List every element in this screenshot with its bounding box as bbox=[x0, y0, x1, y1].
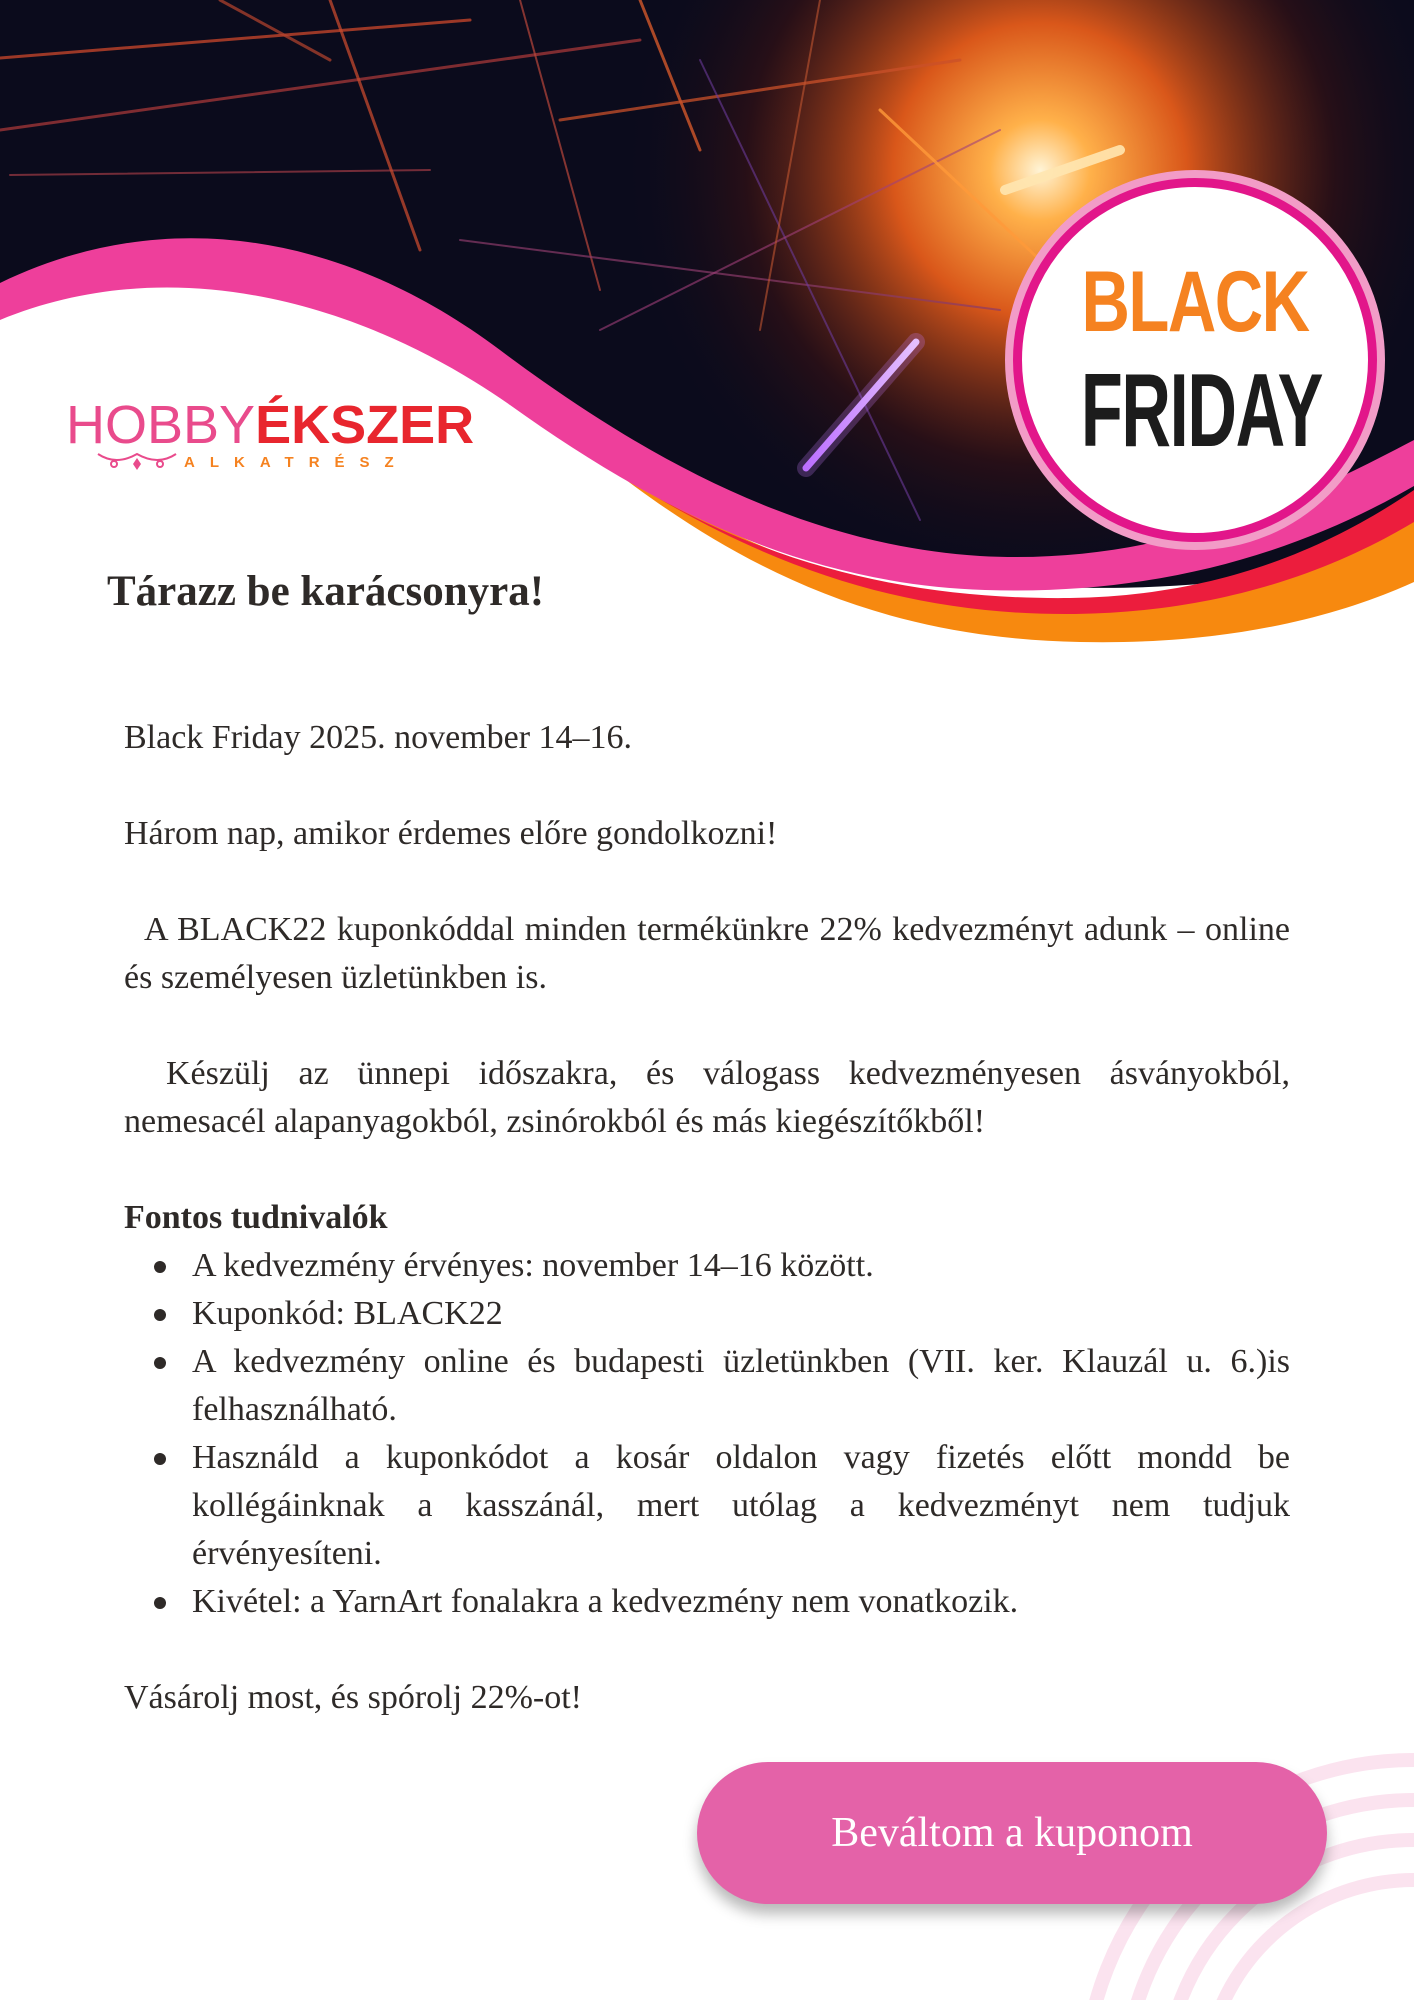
list-item bbox=[192, 1578, 1290, 1626]
coupon-paragraph: A BLACK22 kuponkóddal minden termékünkre 22% kedvezményt adunk – online és személyesen üzletünkben is. bbox=[124, 911, 1290, 996]
redeem-coupon-button[interactable]: Beváltom a kuponom bbox=[697, 1762, 1327, 1904]
main-content bbox=[124, 714, 1290, 1722]
date-paragraph: Black Friday 2025. november 14–16. bbox=[124, 719, 633, 756]
important-info-list bbox=[124, 1242, 1290, 1626]
logo-part-ekszer: ÉKSZER bbox=[255, 395, 475, 455]
list-item-text: Használd a kuponkódot a kosár oldalon vagy fizetés előtt mondd be kollégáinknak a kasszánál, mert utólag a kedvezményt nem tudjuk érvényesíteni. bbox=[192, 1439, 1290, 1572]
list-item-text: Kuponkód: BLACK22 bbox=[192, 1295, 503, 1332]
bullet-icon bbox=[154, 1309, 166, 1321]
badge-line-black: BLACK bbox=[1081, 254, 1309, 350]
black-friday-badge bbox=[1005, 170, 1385, 550]
bullet-icon bbox=[154, 1357, 166, 1369]
intro-paragraph: Három nap, amikor érdemes előre gondolkozni! bbox=[124, 815, 778, 852]
important-info-title: Fontos tudnivalók bbox=[124, 1199, 388, 1236]
list-item-text: Kivétel: a YarnArt fonalakra a kedvezmény nem vonatkozik. bbox=[192, 1583, 1019, 1620]
list-item-text: A kedvezmény érvényes: november 14–16 között. bbox=[192, 1247, 874, 1284]
list-item bbox=[192, 1434, 1290, 1578]
logo-part-hobby: HOBBY bbox=[66, 395, 256, 455]
cta-container bbox=[697, 1762, 1327, 1904]
closing-line: Vásárolj most, és spórolj 22%-ot! bbox=[124, 1679, 582, 1716]
list-item bbox=[192, 1338, 1290, 1434]
bullet-icon bbox=[154, 1597, 166, 1609]
products-paragraph: Készülj az ünnepi időszakra, és válogass kedvezményesen ásványokból, nemesacél alapanyagokból, zsinórokból és más kiegészítőkből! bbox=[124, 1055, 1290, 1140]
list-item bbox=[192, 1290, 1290, 1338]
bullet-icon bbox=[154, 1453, 166, 1465]
jewelry-chain-icon bbox=[94, 450, 180, 472]
list-item-text: A kedvezmény online és budapesti üzletünkben (VII. ker. Klauzál u. 6.)is felhasználható. bbox=[192, 1343, 1290, 1428]
bullet-icon bbox=[154, 1261, 166, 1273]
list-item bbox=[192, 1242, 1290, 1290]
hobbyekszer-logo[interactable] bbox=[66, 395, 486, 478]
page-heading: Tárazz be karácsonyra! bbox=[107, 568, 545, 615]
logo-wordmark bbox=[66, 395, 486, 455]
logo-subtitle: ALKATRÉSZ bbox=[184, 454, 409, 471]
badge-line-friday: FRIDAY bbox=[1080, 353, 1323, 469]
badge-circle bbox=[1013, 178, 1377, 542]
